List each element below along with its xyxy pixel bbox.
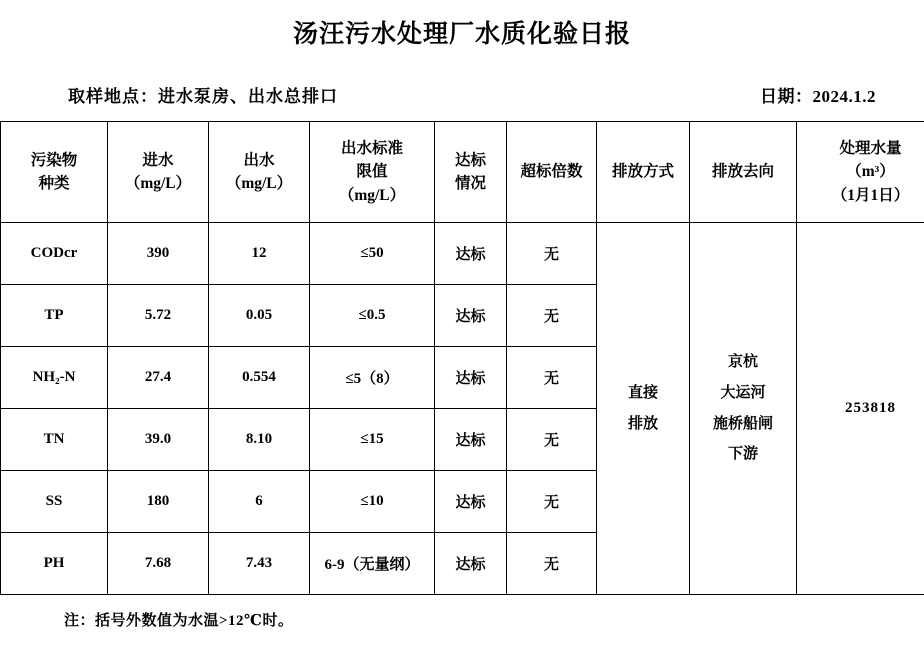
cell-exceed: 无 bbox=[507, 409, 597, 471]
cell-compliance: 达标 bbox=[435, 223, 507, 285]
cell-compliance: 达标 bbox=[435, 285, 507, 347]
cell-pollutant: SS bbox=[1, 471, 108, 533]
header-exceed bbox=[507, 122, 597, 223]
cell-effluent: 6 bbox=[209, 471, 310, 533]
header-volume-line3: （1月1日） bbox=[798, 184, 924, 207]
cell-discharge-destination bbox=[690, 223, 797, 595]
cell-effluent: 8.10 bbox=[209, 409, 310, 471]
header-volume bbox=[797, 122, 924, 223]
header-influent bbox=[108, 122, 209, 223]
header-effluent bbox=[209, 122, 310, 223]
cell-exceed: 无 bbox=[507, 347, 597, 409]
header-exceed-line1: 超标倍数 bbox=[508, 160, 595, 183]
header-discharge-mode bbox=[597, 122, 690, 223]
header-standard-line1: 出水标准 bbox=[311, 137, 433, 160]
cell-standard: ≤10 bbox=[310, 471, 435, 533]
table-row bbox=[1, 223, 924, 285]
page-title: 汤汪污水处理厂水质化验日报 bbox=[0, 14, 924, 50]
report-page bbox=[0, 14, 924, 651]
cell-compliance: 达标 bbox=[435, 347, 507, 409]
header-pollutant-line2: 种类 bbox=[2, 172, 106, 195]
discharge-mode-line1: 直接 bbox=[598, 378, 688, 409]
report-date: 日期：2024.1.2 bbox=[760, 82, 896, 107]
header-influent-line2: （mg/L） bbox=[109, 172, 207, 195]
cell-exceed: 无 bbox=[507, 533, 597, 595]
cell-influent: 7.68 bbox=[108, 533, 209, 595]
header-compliance-line1: 达标 bbox=[436, 149, 505, 172]
discharge-destination-line3: 施桥船闸 bbox=[691, 409, 795, 440]
sampling-location: 取样地点：进水泵房、出水总排口 bbox=[28, 82, 338, 107]
cell-compliance: 达标 bbox=[435, 409, 507, 471]
cell-pollutant: TN bbox=[1, 409, 108, 471]
discharge-destination-line2: 大运河 bbox=[691, 378, 795, 409]
cell-effluent: 0.554 bbox=[209, 347, 310, 409]
cell-effluent: 7.43 bbox=[209, 533, 310, 595]
header-compliance bbox=[435, 122, 507, 223]
cell-standard: ≤50 bbox=[310, 223, 435, 285]
cell-pollutant: NH₂-N bbox=[1, 347, 108, 409]
cell-influent: 390 bbox=[108, 223, 209, 285]
cell-exceed: 无 bbox=[507, 471, 597, 533]
water-quality-table bbox=[0, 121, 924, 595]
header-volume-line1: 处理水量 bbox=[798, 137, 924, 160]
cell-standard: ≤15 bbox=[310, 409, 435, 471]
cell-standard: ≤5（8） bbox=[310, 347, 435, 409]
header-effluent-line2: （mg/L） bbox=[210, 172, 308, 195]
footnote: 注：括号外数值为水温>12℃时。 bbox=[0, 609, 924, 630]
header-effluent-line1: 出水 bbox=[210, 149, 308, 172]
cell-treated-volume: 253818 bbox=[797, 223, 924, 595]
cell-standard: ≤0.5 bbox=[310, 285, 435, 347]
header-standard-line3: （mg/L） bbox=[311, 184, 433, 207]
cell-effluent: 0.05 bbox=[209, 285, 310, 347]
header-standard bbox=[310, 122, 435, 223]
discharge-mode-line2: 排放 bbox=[598, 409, 688, 440]
cell-compliance: 达标 bbox=[435, 471, 507, 533]
discharge-destination-line4: 下游 bbox=[691, 439, 795, 470]
cell-standard: 6-9（无量纲） bbox=[310, 533, 435, 595]
cell-pollutant: PH bbox=[1, 533, 108, 595]
cell-effluent: 12 bbox=[209, 223, 310, 285]
header-standard-line2: 限值 bbox=[311, 160, 433, 183]
cell-influent: 39.0 bbox=[108, 409, 209, 471]
meta-row bbox=[28, 82, 896, 107]
header-discharge-mode-line1: 排放方式 bbox=[598, 160, 688, 183]
header-influent-line1: 进水 bbox=[109, 149, 207, 172]
cell-compliance: 达标 bbox=[435, 533, 507, 595]
cell-influent: 5.72 bbox=[108, 285, 209, 347]
header-discharge-destination bbox=[690, 122, 797, 223]
header-pollutant-line1: 污染物 bbox=[2, 149, 106, 172]
cell-exceed: 无 bbox=[507, 285, 597, 347]
table-header-row bbox=[1, 122, 924, 223]
discharge-destination-line1: 京杭 bbox=[691, 347, 795, 378]
header-discharge-destination-line1: 排放去向 bbox=[691, 160, 795, 183]
cell-influent: 27.4 bbox=[108, 347, 209, 409]
header-pollutant bbox=[1, 122, 108, 223]
header-volume-line2: （m³） bbox=[798, 160, 924, 183]
header-compliance-line2: 情况 bbox=[436, 172, 505, 195]
cell-discharge-mode bbox=[597, 223, 690, 595]
cell-pollutant: CODcr bbox=[1, 223, 108, 285]
cell-pollutant: TP bbox=[1, 285, 108, 347]
cell-exceed: 无 bbox=[507, 223, 597, 285]
cell-influent: 180 bbox=[108, 471, 209, 533]
